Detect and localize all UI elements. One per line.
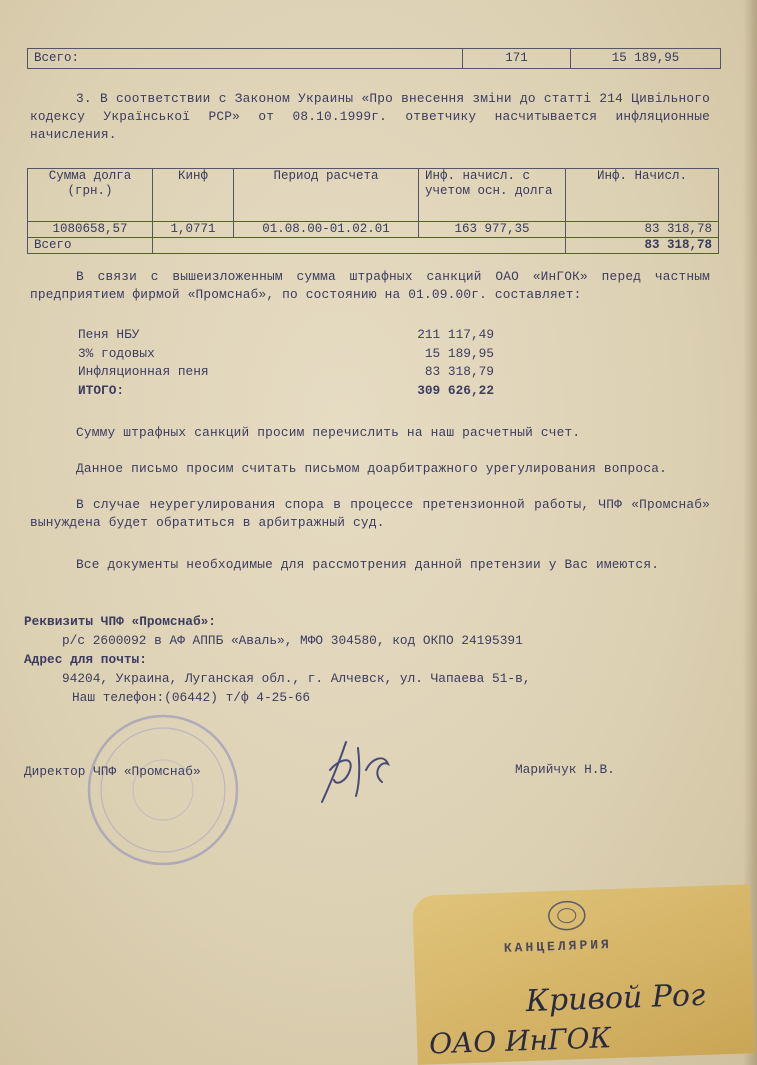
list-item (78, 345, 494, 364)
summary-label: 3% годовых (78, 345, 155, 361)
inflation-table (27, 168, 719, 254)
summary-label: Инфляционная пеня (78, 364, 209, 379)
summary-value: 211 117,49 (417, 327, 494, 342)
table-header-cell: Инф. начисл. с учетом осн. долга (419, 169, 566, 222)
list-item (78, 326, 494, 345)
handwritten-city: Кривой Рог (525, 977, 706, 1020)
table-header-cell: Сумма долга (грн.) (28, 169, 153, 222)
summary-label: Пеня НБУ (78, 327, 140, 342)
table-cell: 1,0771 (153, 222, 234, 238)
signatory-position: Директор ЧПФ «Промснаб» (24, 764, 201, 779)
registration-sticker (412, 884, 756, 1065)
table-header-cell: Период расчета (234, 169, 419, 222)
requisites-heading: Реквизиты ЧПФ «Промснаб»: (24, 614, 216, 629)
table-total-row (28, 238, 719, 254)
table-cell: 83 318,78 (566, 222, 719, 238)
summary-total-value: 309 626,22 (417, 382, 494, 398)
table-cell: Всего (28, 238, 153, 254)
handwritten-signature (310, 730, 410, 810)
address-heading: Адрес для почты: (24, 652, 147, 667)
phone-number: Наш телефон:(06442) т/ф 4-25-66 (72, 690, 311, 705)
handwritten-recipient: ОАО ИнГОК (428, 1021, 612, 1061)
table-cell: 83 318,78 (566, 238, 719, 254)
summary-value: 83 318,79 (424, 364, 494, 379)
penalty-summary (78, 326, 494, 400)
table-cell: 1080658,57 (28, 222, 153, 238)
signatory-name: Марийчук Н.В. (515, 762, 615, 777)
table-header-cell: Инф. Начисл. (566, 169, 719, 222)
office-stamp-label: КАНЦЕЛЯРИЯ (503, 937, 613, 956)
summary-total-label: ИТОГО: (78, 382, 125, 398)
paragraph: В случае неурегулирования спора в процессе претензионной работы, ЧПФ «Промснаб» вынуждена будет обратиться в арбитражный суд. (30, 497, 710, 530)
table-cell: 01.08.00-01.02.01 (234, 222, 419, 238)
table-header-row (28, 169, 719, 222)
table-row (28, 222, 719, 238)
table-cell: 171 (463, 49, 571, 69)
table-row (28, 49, 721, 69)
postal-address: 94204, Украина, Луганская обл., г. Алчевск, ул. Чапаева 51-в, (62, 671, 531, 686)
table-cell (153, 238, 566, 254)
paragraph-3: 3. В соответствии с Законом Украины «Про внесення зміни до статті 214 Цивільного кодексу Української РСР» от 08.10.1999г. ответчику насчитывается инфляционные начисления. (30, 91, 710, 142)
summary-intro: В связи с вышеизложенным сумма штрафных санкций ОАО «ИнГОК» перед частным предприятием фирмой «Промснаб», по состоянию на 01.09.00г. составляет: (30, 269, 710, 302)
table-cell: 163 977,35 (419, 222, 566, 238)
summary-total (78, 382, 494, 401)
table-cell: Всего: (28, 49, 463, 69)
paragraph: Сумму штрафных санкций просим перечислить на наш расчетный счет. (76, 425, 581, 440)
table-header-cell: Кинф (153, 169, 234, 222)
emblem-icon (542, 898, 591, 934)
list-item (78, 363, 494, 382)
table-cell: 15 189,95 (571, 49, 721, 69)
requisites-block (24, 612, 724, 707)
penalty-total-table (27, 48, 721, 69)
paragraph: Данное письмо просим считать письмом доарбитражного урегулирования вопроса. (76, 461, 667, 476)
summary-value: 15 189,95 (424, 345, 494, 361)
paragraph: Все документы необходимые для рассмотрения данной претензии у Вас имеются. (76, 557, 660, 572)
round-seal-stamp (85, 712, 241, 868)
bank-account: р/с 2600092 в АФ АППБ «Аваль», МФО 304580, код ОКПО 24195391 (62, 633, 523, 648)
